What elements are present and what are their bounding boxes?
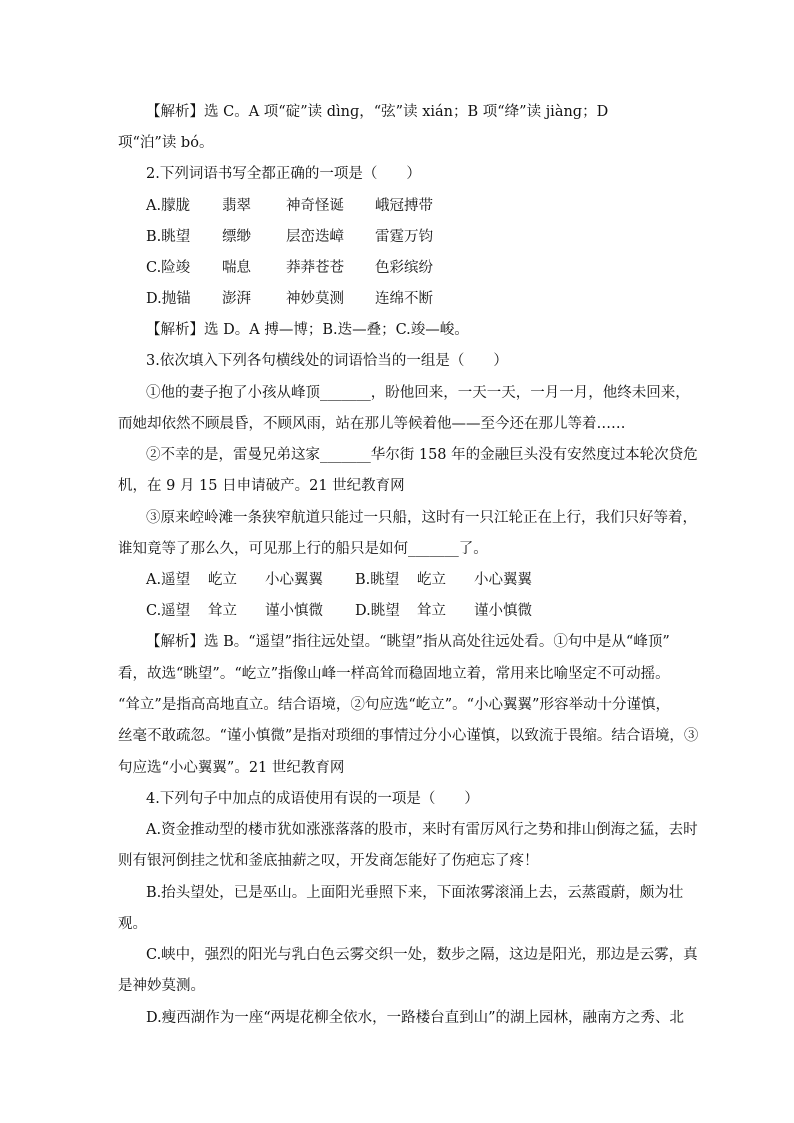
q3-sentence3-line1: ③原来崆岭滩一条狭窄航道只能过一只船，这时有一只江轮正在上行，我们只好等着，	[146, 510, 697, 526]
q4-option-d-line1: D.瘦西湖作为一座“两堤花柳全依水，一路楼台直到山”的湖上园林，融南方之秀、北	[146, 1010, 685, 1026]
q1-analysis-line2: 项“泊”读 bó。	[118, 135, 214, 151]
q4-stem: 4.下列句子中加点的成语使用有误的一项是（ ）	[146, 791, 479, 807]
q2-option-c: C.险竣 喘息 莽莽苍苍 色彩缤纷	[146, 260, 433, 276]
q4-option-a-line2: 则有银河倒挂之忧和釜底抽薪之叹，开发商怎能好了伤疤忘了疼！	[118, 853, 539, 869]
q3-sentence2-line2: 机，在 9 月 15 日申请破产。21 世纪教育网	[118, 478, 405, 494]
q3-analysis-line3: “耸立”是指高高地直立。结合语境，②句应选“屹立”。“小心翼翼”形容举动十分谨慎，	[118, 697, 670, 713]
q3-analysis-line4: 丝毫不敢疏忽。“谨小慎微”是指对琐细的事情过分小心谨慎，以致流于畏缩。结合语境，③	[118, 728, 699, 744]
q2-option-a: A.朦胧 翡翠 神奇怪诞 峨冠搏带	[146, 198, 433, 214]
q1-analysis-line1: 【解析】选 C。A 项“碇”读 dìnɡ，“弦”读 xián；B 项“绛”读 jiànɡ；D	[146, 104, 609, 120]
q3-sentence1-line2: 而她却依然不顾晨昏，不顾风雨，站在那儿等候着他——至今还在那儿等着……	[118, 416, 626, 432]
q2-analysis: 【解析】选 D。A 搏—博；B.迭—叠；C.竣—峻。	[146, 322, 469, 338]
q3-sentence3-line2: 谁知竟等了那么久，可见那上行的船只是如何_______了。	[118, 541, 488, 557]
q4-option-b-line1: B.抬头望处，已是巫山。上面阳光垂照下来，下面浓雾滚涌上去，云蒸霞蔚，颇为壮	[146, 885, 684, 901]
q3-stem: 3.依次填入下列各句横线处的词语恰当的一组是（ ）	[146, 353, 508, 369]
q4-option-c-line1: C.峡中，强烈的阳光与乳白色云雾交织一处，数步之隔，这边是阳光，那边是云雾，真	[146, 947, 698, 963]
q2-stem: 2.下列词语书写全都正确的一项是（ ）	[146, 166, 421, 182]
q3-analysis-line2: 看，故选“眺望”。“屹立”指像山峰一样高耸而稳固地立着，常用来比喻坚定不可动摇。	[118, 666, 670, 682]
q3-analysis-line1: 【解析】选 B。“遥望”指往远处望。“眺望”指从高处往远处看。①句中是从“峰顶”	[146, 634, 670, 650]
q3-sentence2-line1: ②不幸的是，雷曼兄弟这家_______华尔街 158 年的金融巨头没有安然度过本轮次贷危	[146, 447, 698, 463]
q4-option-b-line2: 观。	[118, 916, 147, 932]
q3-analysis-line5: 句应选“小心翼翼”。21 世纪教育网	[118, 760, 345, 776]
q3-options-cd: C.遥望 耸立 谨小慎微 D.眺望 耸立 谨小慎微	[146, 603, 532, 619]
q2-option-b: B.眺望 缥缈 层峦迭嶂 雷霆万钧	[146, 229, 433, 245]
q4-option-a-line1: A.资金推动型的楼市犹如涨涨落落的股市，来时有雷厉风行之势和排山倒海之猛，去时	[146, 822, 698, 838]
q3-options-ab: A.遥望 屹立 小心翼翼 B.眺望 屹立 小心翼翼	[146, 572, 532, 588]
q3-sentence1-line1: ①他的妻子抱了小孩从峰顶_______，盼他回来，一天一天，一月一月，他终未回来，	[146, 385, 690, 401]
q2-option-d: D.抛锚 澎湃 神妙莫测 连绵不断	[146, 291, 433, 307]
q4-option-c-line2: 是神妙莫测。	[118, 978, 205, 994]
